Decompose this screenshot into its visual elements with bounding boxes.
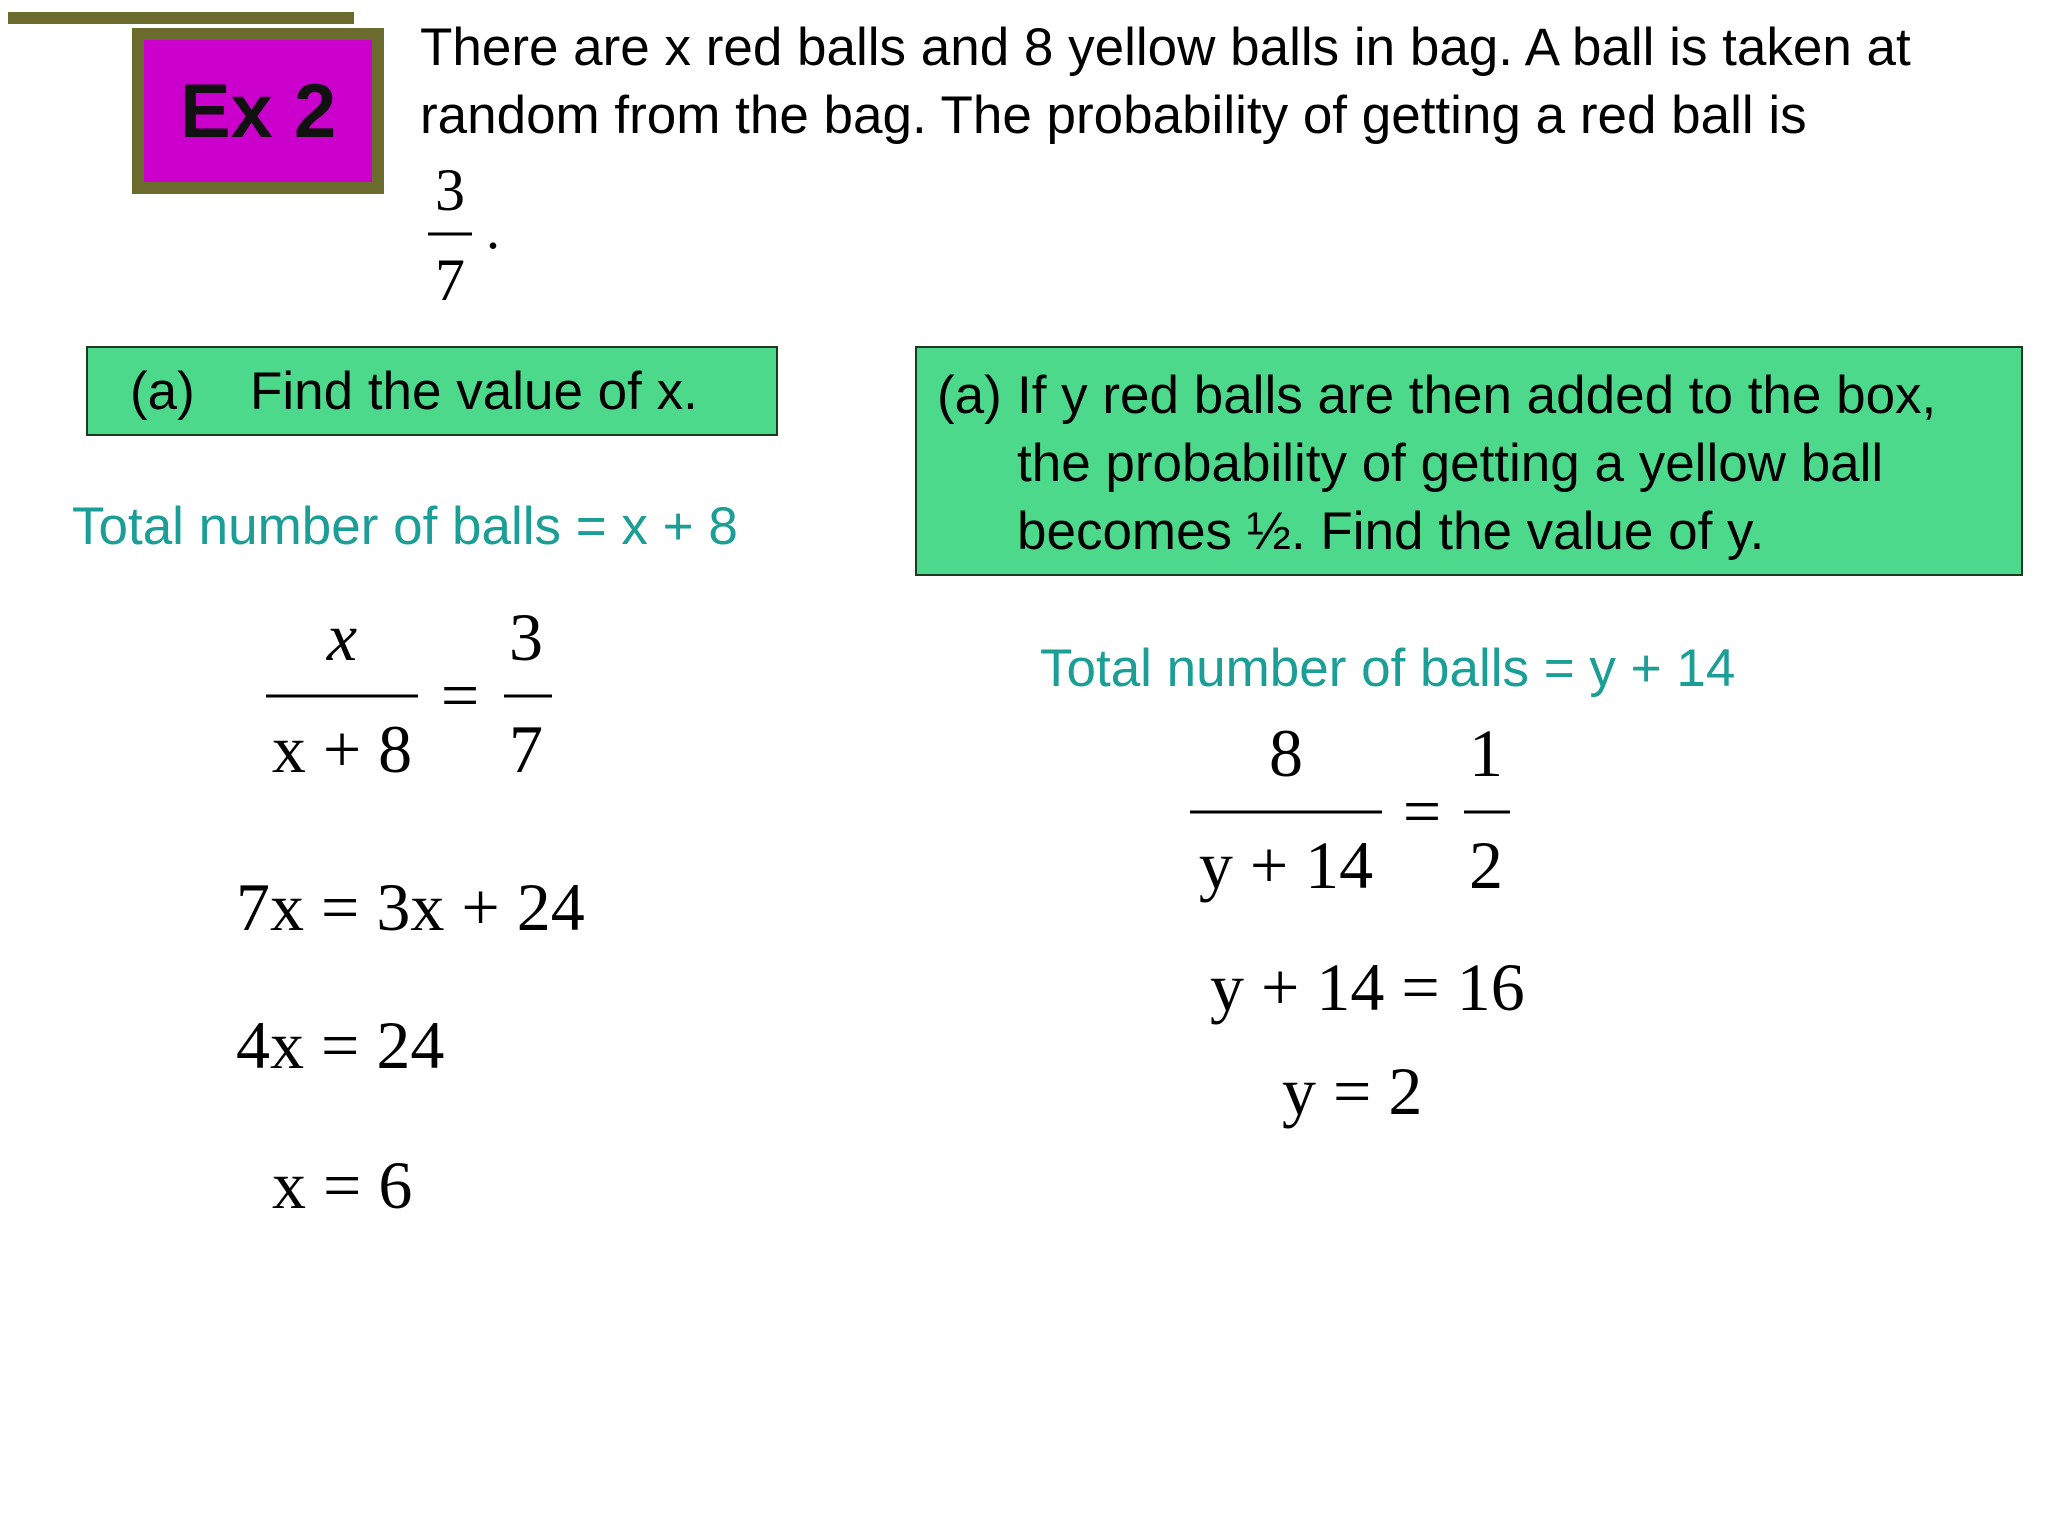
eq-a-rhs-denominator: 7	[509, 711, 543, 787]
equation-a-step3: 4x = 24	[236, 1007, 445, 1083]
question-a-label: (a)	[130, 361, 195, 421]
equation-a-fraction	[262, 600, 562, 800]
example-badge-label: Ex 2	[179, 68, 337, 154]
given-fraction-numerator: 3	[435, 160, 465, 223]
equation-a-step4: x = 6	[272, 1147, 413, 1223]
given-fraction-denominator: 7	[435, 247, 465, 313]
example-badge	[132, 28, 384, 194]
eq-a-lhs-numerator: x	[326, 600, 358, 675]
question-b-text: If y red balls are then added to the box, the probability of getting a yellow ball becomes ½. Find the value of y.	[1017, 366, 1937, 561]
eq-b-lhs-numerator: 8	[1269, 716, 1303, 791]
eq-a-rhs-numerator: 3	[509, 600, 543, 675]
total-balls-line-a: Total number of balls = x + 8	[72, 497, 738, 556]
equation-a-step2: 7x = 3x + 24	[236, 869, 585, 945]
total-balls-line-b: Total number of balls = y + 14	[1040, 639, 1736, 698]
question-box-a	[86, 346, 778, 436]
equation-b-fraction	[1186, 716, 1526, 916]
given-fraction-period: .	[486, 199, 500, 261]
eq-a-lhs-denominator: x + 8	[271, 711, 413, 787]
eq-b-rhs-denominator: 2	[1469, 827, 1503, 903]
question-a-text: Find the value of x.	[250, 361, 698, 421]
given-probability-fraction	[428, 160, 548, 320]
eq-b-lhs-denominator: y + 14	[1198, 827, 1374, 903]
decorative-top-line	[8, 12, 354, 24]
eq-a-equals: =	[440, 657, 480, 733]
equation-b-step3: y = 2	[1282, 1053, 1423, 1129]
eq-b-equals: =	[1402, 773, 1442, 849]
question-box-b	[915, 346, 2023, 576]
eq-b-rhs-numerator: 1	[1469, 716, 1503, 791]
question-b-label: (a)	[937, 366, 1002, 425]
problem-statement: There are x red balls and 8 yellow balls in bag. A ball is taken at random from the bag. The probability of getting a red ball is	[420, 18, 1911, 145]
equation-b-step2: y + 14 = 16	[1210, 949, 1525, 1025]
